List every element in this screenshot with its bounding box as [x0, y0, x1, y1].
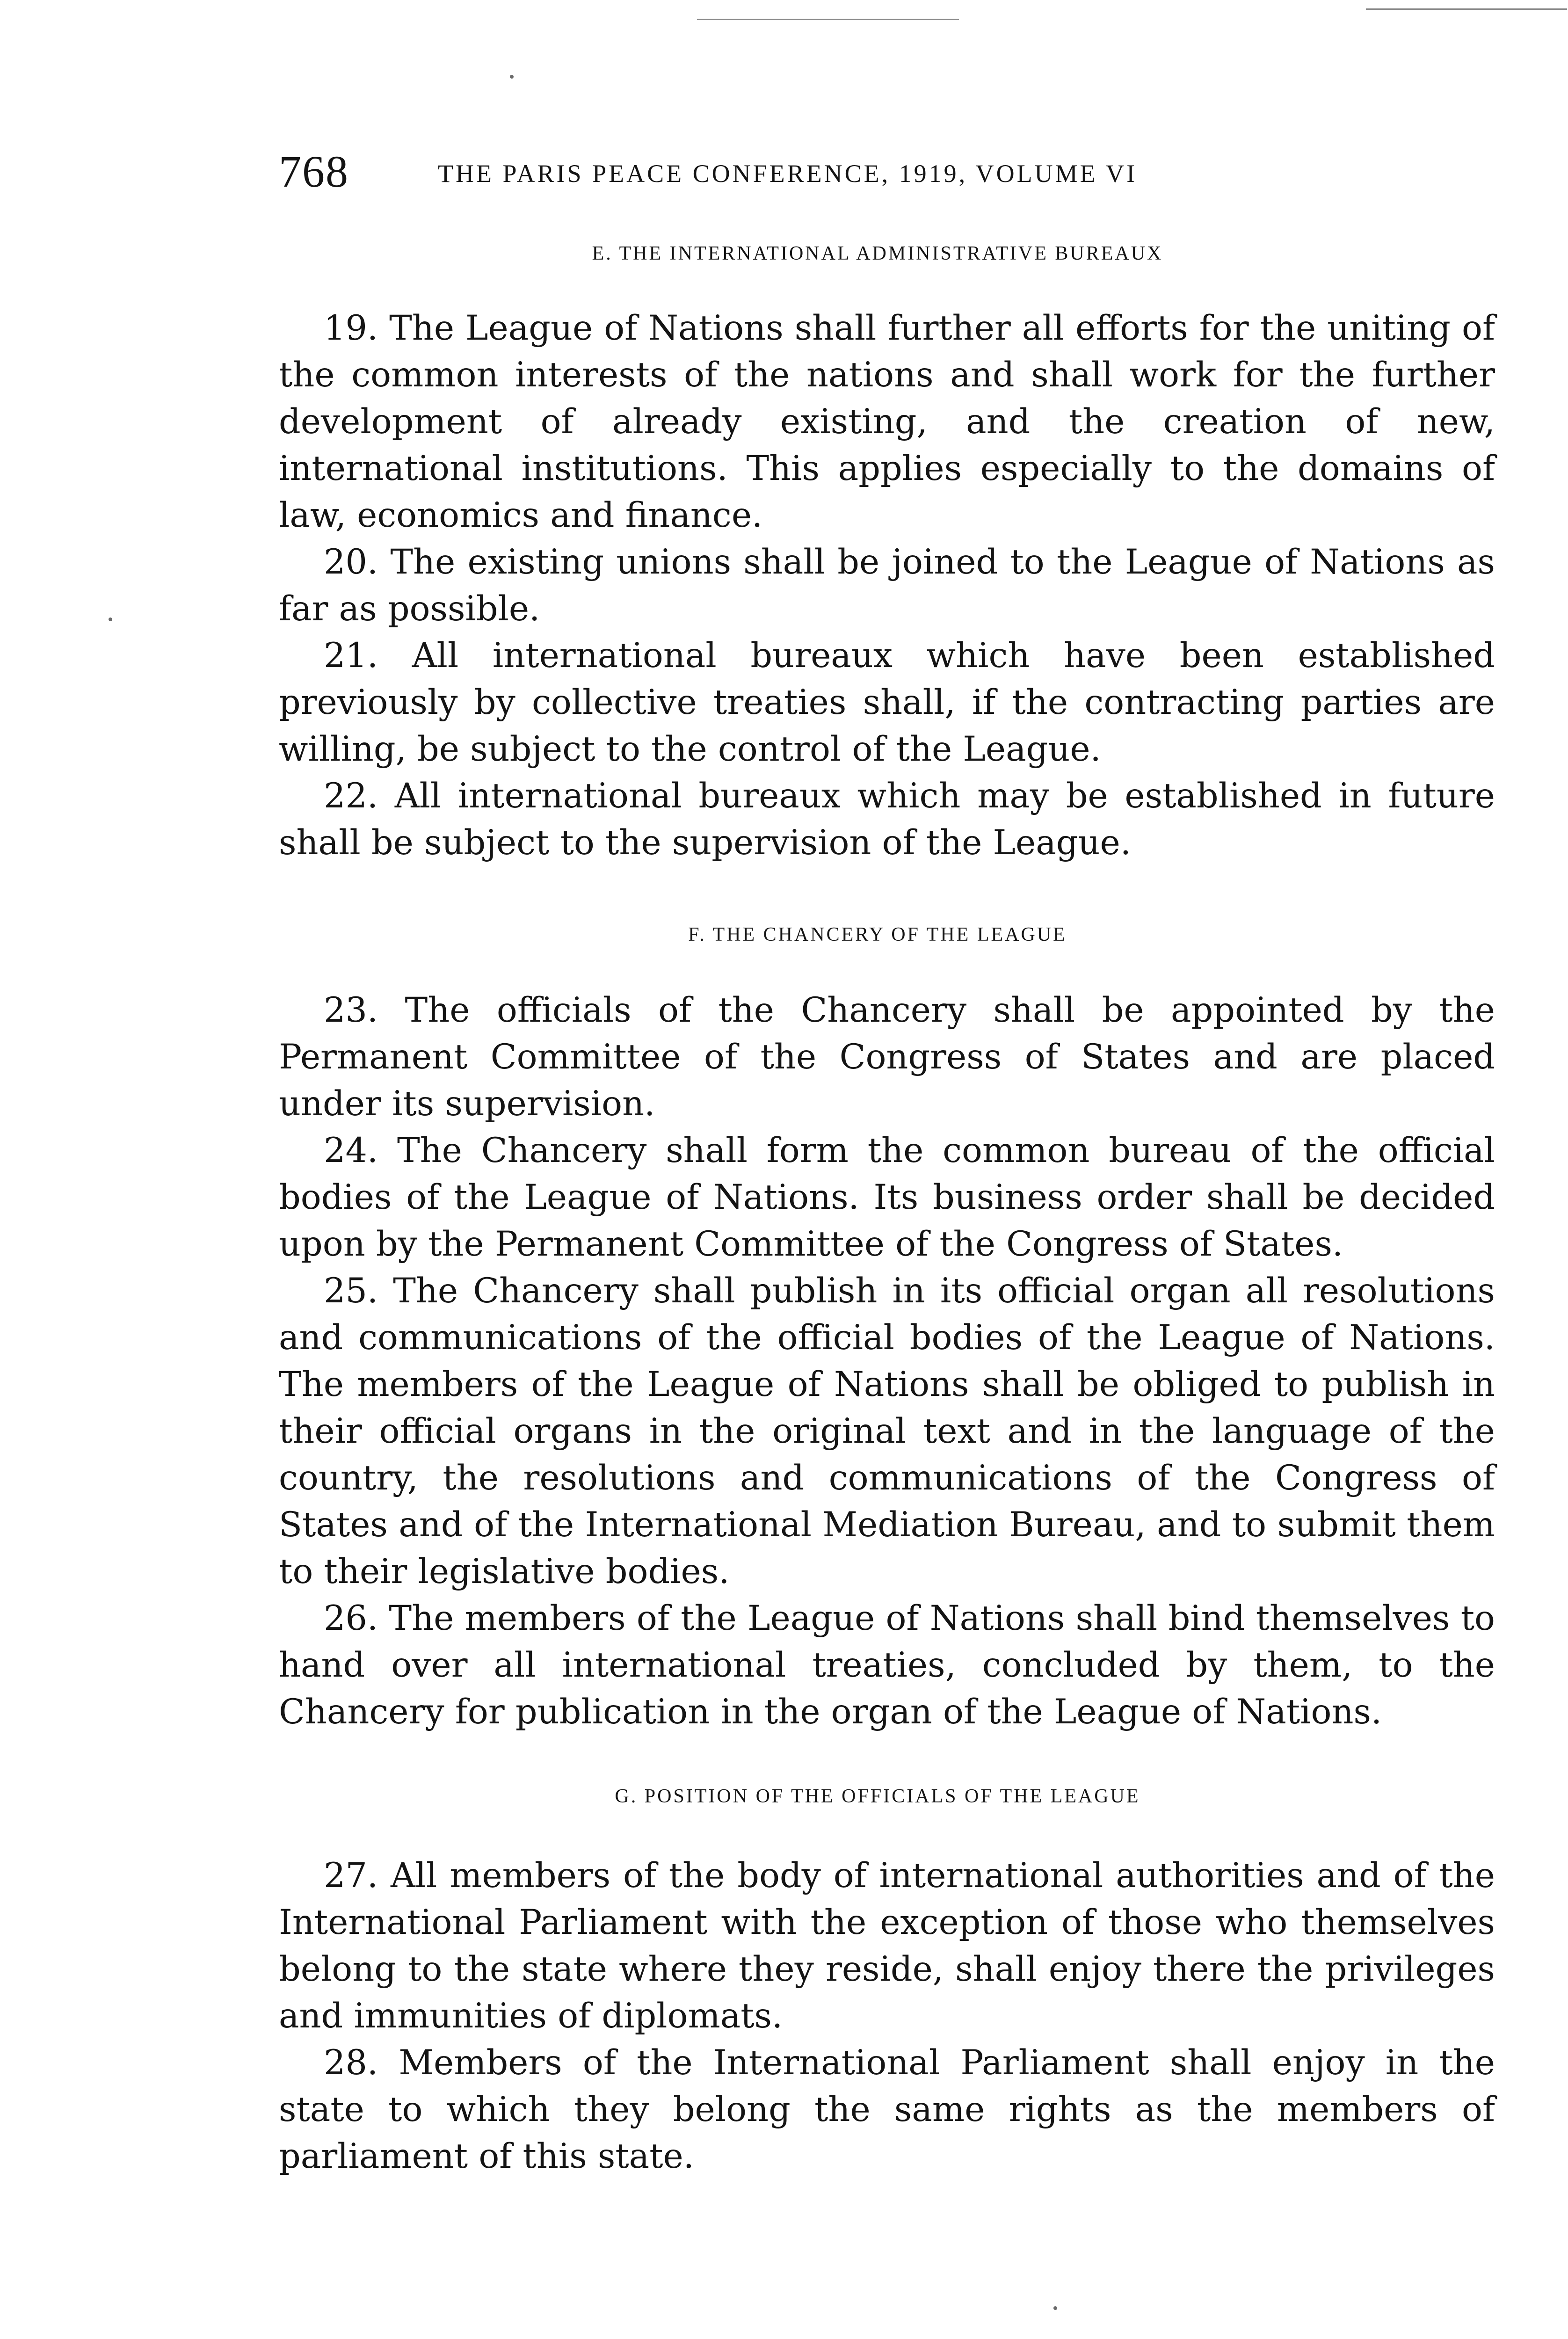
- page-header: [279, 146, 1355, 197]
- article-27: 27. All members of the body of international authorities and of the International Parliament with the exception of those who themselves belong to the state where they reside, shall enjoy there the privileges and immunities of diplomats.: [279, 1856, 1495, 2036]
- article-19: 19. The League of Nations shall further all efforts for the uniting of the common interests of the nations and shall work for the further development of already existing, and the creation of new, international institutions. This applies especially to the domains of law, economics and finance.: [279, 308, 1495, 535]
- scan-speck: [510, 75, 514, 79]
- running-title: THE PARIS PEACE CONFERENCE, 1919, VOLUME VI: [438, 160, 1138, 188]
- article-23: 23. The officials of the Chancery shall be appointed by the Permanent Committee of the Congress of States and are placed under its supervision.: [279, 990, 1495, 1124]
- section-heading-f: F. THE CHANCERY OF THE LEAGUE: [688, 924, 1067, 945]
- article-24: 24. The Chancery shall form the common bureau of the official bodies of the League of Nations. Its business order shall be decided upon by the Permanent Committee of the Congress of States.: [279, 1131, 1495, 1264]
- article-21: 21. All international bureaux which have been established previously by collective treaties shall, if the contracting parties are willing, be subject to the control of the League.: [279, 636, 1495, 769]
- scan-speck: [1053, 2306, 1057, 2310]
- section-e-body: [279, 305, 1495, 866]
- scan-edge-rule: [697, 19, 959, 20]
- scan-edge-rule: [1366, 8, 1567, 10]
- section-heading-g: G. POSITION OF THE OFFICIALS OF THE LEAGUE: [615, 1786, 1140, 1807]
- scan-speck: [109, 617, 112, 621]
- section-f-body: [279, 987, 1495, 1736]
- article-26: 26. The members of the League of Nations shall bind themselves to hand over all international treaties, concluded by them, to the Chancery for publication in the organ of the League of Nations.: [279, 1598, 1495, 1732]
- article-28: 28. Members of the International Parliament shall enjoy in the state to which they belong the same rights as the members of parliament of this state.: [279, 2043, 1495, 2176]
- section-heading-e: E. THE INTERNATIONAL ADMINISTRATIVE BUREAUX: [592, 243, 1163, 264]
- section-g-body: [279, 1852, 1495, 2180]
- article-20: 20. The existing unions shall be joined to the League of Nations as far as possible.: [279, 542, 1495, 629]
- article-25: 25. The Chancery shall publish in its official organ all resolutions and communications of the official bodies of the League of Nations. The members of the League of Nations shall be obliged to publish in their official organs in the original text and in the language of the country, the resolutions and communications of the Congress of States and of the International Mediation Bureau, and to submit them to their legislative bodies.: [279, 1271, 1495, 1591]
- article-22: 22. All international bureaux which may be established in future shall be subject to the supervision of the League.: [279, 776, 1495, 863]
- page-number: 768: [279, 146, 349, 196]
